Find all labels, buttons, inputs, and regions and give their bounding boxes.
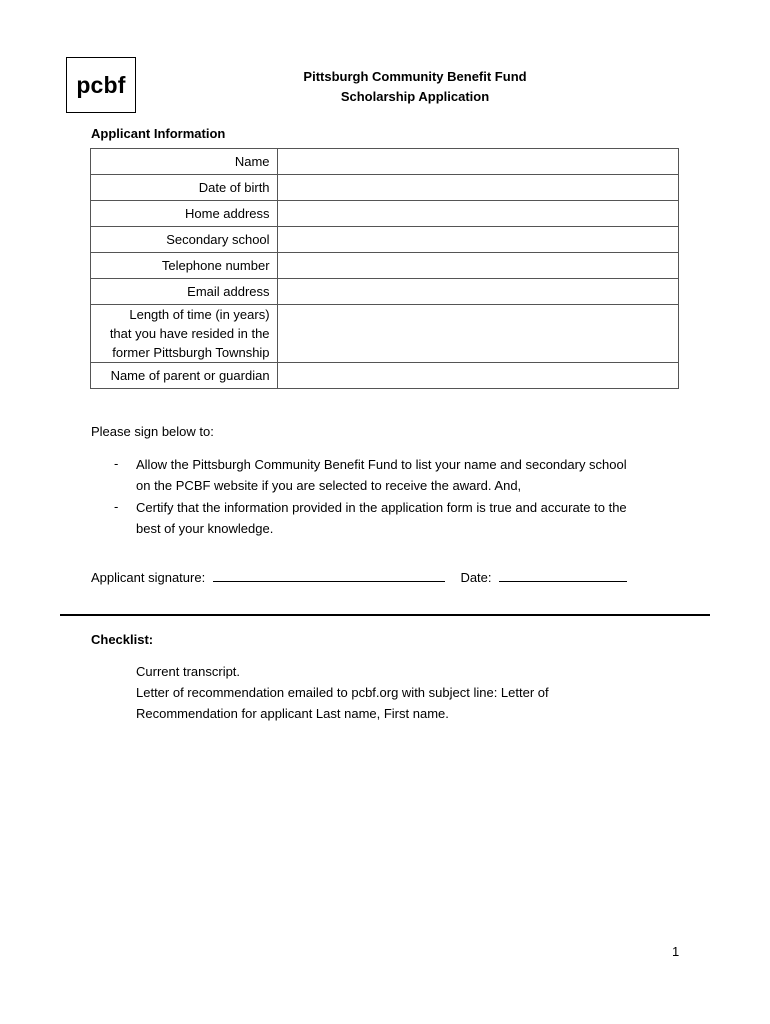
logo (66, 57, 136, 113)
date-label: Date: (460, 570, 492, 585)
consent-line: Allow the Pittsburgh Community Benefit Fund to list your name and secondary school (136, 457, 627, 472)
list-item: Current transcript. (136, 664, 241, 679)
field-label-telephone: Telephone number (91, 253, 278, 279)
signature-row (91, 567, 627, 588)
signature-label: Applicant signature: (91, 570, 206, 585)
bullet-dash: - (114, 456, 119, 471)
consent-item-certify (136, 497, 627, 539)
signature-line[interactable] (213, 569, 445, 582)
home-address-field[interactable] (277, 201, 678, 227)
label-line: former Pittsburgh Township (112, 345, 270, 360)
field-label-residence-length (91, 305, 278, 363)
consent-line: best of your knowledge. (136, 521, 274, 536)
applicant-info-table (90, 148, 679, 389)
consent-line: Certify that the information provided in the application form is true and accurate to the (136, 500, 627, 515)
email-field[interactable] (277, 279, 678, 305)
consent-item-publish (136, 454, 627, 496)
table-row (91, 201, 679, 227)
table-row (91, 279, 679, 305)
table-row (91, 305, 679, 363)
table-row (91, 227, 679, 253)
table-row (91, 149, 679, 175)
form-subtitle: Scholarship Application (340, 89, 490, 104)
table-row (91, 253, 679, 279)
consent-line: on the PCBF website if you are selected to receive the award. And, (136, 478, 522, 493)
applicant-info-heading: Applicant Information (91, 126, 226, 141)
section-divider (60, 614, 710, 616)
list-item: Recommendation for applicant Last name, First name. (136, 706, 449, 721)
parent-guardian-field[interactable] (277, 363, 678, 389)
telephone-field[interactable] (277, 253, 678, 279)
date-of-birth-field[interactable] (277, 175, 678, 201)
field-label-dob: Date of birth (91, 175, 278, 201)
table-row (91, 363, 679, 389)
label-line: that you have resided in the (109, 326, 270, 341)
list-item: Letter of recommendation emailed to pcbf.org with subject line: Letter of (136, 685, 549, 700)
secondary-school-field[interactable] (277, 227, 678, 253)
checklist-heading: Checklist: (91, 632, 154, 647)
label-line: Length of time (in years) (129, 307, 270, 322)
page-number: 1 (672, 944, 680, 959)
field-label-name: Name (91, 149, 278, 175)
name-field[interactable] (277, 149, 678, 175)
checklist-items (136, 661, 549, 724)
date-line[interactable] (499, 569, 627, 582)
bullet-dash: - (114, 499, 119, 514)
residence-length-field[interactable] (277, 305, 678, 363)
field-label-parent-guardian: Name of parent or guardian (91, 363, 278, 389)
field-label-home-address: Home address (91, 201, 278, 227)
field-label-secondary-school: Secondary school (91, 227, 278, 253)
form-title: Pittsburgh Community Benefit Fund (303, 69, 527, 84)
logo-text: pcbf (76, 71, 126, 98)
consent-intro: Please sign below to: (91, 424, 214, 439)
field-label-email: Email address (91, 279, 278, 305)
table-row (91, 175, 679, 201)
